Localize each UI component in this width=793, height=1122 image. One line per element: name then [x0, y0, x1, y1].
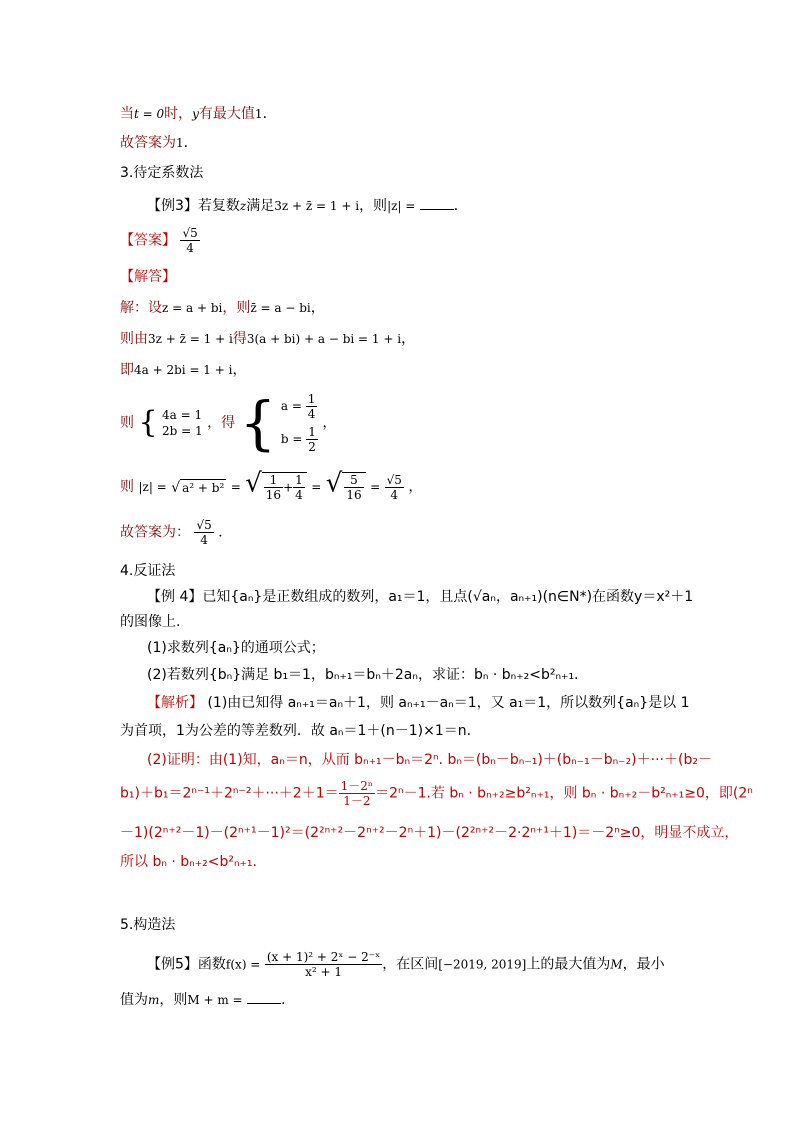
left-brace: {: [138, 405, 158, 440]
example-5: [120, 990, 295, 1010]
math: y: [192, 107, 199, 121]
text: 当: [120, 106, 134, 122]
math: 4a + 2bi = 1 + i: [134, 363, 233, 377]
math: M + m =: [187, 993, 243, 1007]
section-heading: 4.反证法: [120, 563, 176, 579]
math: m: [148, 993, 160, 1007]
solution-line: [120, 389, 337, 457]
sqrt: √ $\frac{1}{16}$ + $\frac{1}{4}$: [245, 472, 307, 502]
text: ．: [218, 524, 233, 541]
section-heading: 3.待定系数法: [120, 165, 204, 181]
analysis-tag: 【解析】: [147, 695, 203, 711]
text: 满足: [246, 198, 275, 214]
math: z: [239, 199, 247, 213]
text: 得: [232, 331, 247, 347]
math: =: [230, 480, 241, 494]
text: ，: [310, 300, 325, 316]
solution-line: [120, 360, 246, 380]
text: (1)由已知得 aₙ₊₁＝aₙ＋1，则 aₙ₊₁－aₙ＝1，又 a₁＝1，所以数列{aₙ}是以 1: [203, 695, 690, 711]
question-2: (2)若数列{bₙ}满足 b₁＝1，bₙ₊₁＝bₙ＋2aₙ，求证：bₙ · bₙ₊₂<b²ₙ₊₁.: [147, 667, 579, 683]
text: ，则: [159, 992, 188, 1008]
example-tag: 【例5】: [147, 956, 198, 973]
text: ＝2ⁿ－1.若 bₙ · bₙ₊₂≥b²ₙ₊₁，则 bₙ · bₙ₊₂－b²ₙ₊₁≥0，即(2ⁿ: [375, 785, 753, 802]
text: ．: [183, 135, 198, 151]
text: ，: [401, 331, 416, 347]
analysis-line: －1)(2ⁿ⁺²－1)－(2ⁿ⁺¹－1)²＝(2²ⁿ⁺²－2ⁿ⁺²－2ⁿ＋1)－(2²ⁿ⁺²－2·2ⁿ⁺¹＋1)＝－2ⁿ≥0，明显不成立，: [120, 825, 739, 841]
text: 函数: [197, 956, 226, 973]
analysis-line: [147, 693, 690, 713]
text: ，: [232, 362, 247, 378]
left-brace: {: [239, 389, 277, 457]
solution-line: [120, 468, 423, 502]
answer-tag: 【答案】: [120, 232, 176, 249]
text: 即: [120, 362, 134, 378]
math: 3(a + bi) + a − bi = 1 + i: [246, 332, 402, 346]
fraction: $\frac{√5}{4}$: [386, 472, 402, 502]
solution-line: [120, 298, 325, 318]
solution-line: [120, 329, 415, 349]
analysis-line: 所以 bₙ · bₙ₊₂<b²ₙ₊₁.: [120, 854, 257, 870]
math: 1: [176, 136, 184, 150]
text: ，最小: [622, 956, 665, 973]
example-3: [147, 196, 468, 216]
text-line: [120, 133, 198, 153]
example-4-line: 【例 4】已知{aₙ}是正数组成的数列，a₁＝1，且点(√aₙ，aₙ₊₁)(n∈N*)在函数y＝x²＋1: [147, 589, 694, 605]
text: 故答案为: [120, 135, 176, 151]
math: z̄ = a − bi: [250, 301, 311, 315]
analysis-line: (2)证明：由(1)知，aₙ＝n，从而 bₙ₊₁－bₙ＝2ⁿ. bₙ＝(bₙ－bₙ₋₁)＋(bₙ₋₁－bₙ₋₂)＋···＋(b₂－: [147, 752, 712, 768]
solution-tag: 【解答】: [120, 269, 176, 285]
text: 则: [120, 479, 134, 495]
example-5: [147, 950, 665, 979]
fraction: $\frac{\text{1－2ⁿ}}{1-2}$: [340, 779, 374, 808]
text: 时，: [164, 106, 193, 122]
text: ．: [281, 992, 296, 1008]
text: 有最大值: [198, 106, 255, 122]
math: z = a + bi: [162, 301, 223, 315]
math: M: [610, 957, 623, 972]
text: 值为: [120, 992, 148, 1008]
fraction: $\frac{√5}{4}$: [196, 518, 212, 547]
text: 则: [120, 415, 134, 431]
solution-line: [120, 518, 232, 547]
analysis-line: [120, 779, 753, 808]
math: f(x) =: [225, 957, 261, 972]
sqrt: √ a² + b²: [171, 479, 225, 496]
text-line: [120, 104, 277, 124]
answer-line: [120, 226, 200, 255]
fraction: $\frac{\text{(x + 1)² + 2ˣ − 2⁻ˣ}}{\text{x² + 1}}$: [266, 950, 381, 979]
example-tag: 【例3】: [147, 198, 198, 214]
text: b₁)＋b₁＝2ⁿ⁻¹＋2ⁿ⁻²＋···＋2＋1＝: [120, 785, 339, 802]
example-4-line: 的图像上.: [120, 614, 181, 630]
math: t = 0: [134, 107, 165, 121]
text: ．: [453, 198, 468, 214]
text: ，在区间: [382, 956, 439, 973]
fraction: $\frac{√5}{4}$: [182, 226, 198, 255]
text: ，: [322, 415, 337, 431]
answer-blank: [247, 990, 281, 1004]
math: =: [370, 480, 381, 494]
sqrt: √ $\frac{5}{16}$: [326, 472, 366, 502]
text: ，: [408, 479, 423, 495]
equation-system: 4a = 1 2b = 1: [162, 408, 203, 438]
math: 3z + z̄ = 1 + i: [274, 199, 360, 213]
text: 上的最大值为: [526, 956, 611, 973]
text: ．: [262, 106, 277, 122]
text: 故答案为：: [120, 524, 190, 541]
text: ，则: [222, 300, 251, 316]
answer-blank: [420, 196, 454, 210]
equation-system: a = $\frac{1}{4}$ b = $\frac{1}{2}$: [280, 392, 316, 454]
text: 则由: [120, 331, 148, 347]
math: 3z + z̄ = 1 + i: [148, 332, 233, 346]
question-1: (1)求数列{aₙ}的通项公式；: [147, 640, 325, 656]
analysis-line: 为首项，1为公差的等差数列．故 aₙ＝1＋(n－1)×1＝n.: [120, 723, 472, 739]
text: 若复数: [197, 198, 240, 214]
math: =: [311, 480, 322, 494]
text: ，得: [207, 415, 236, 431]
text: 解：设: [120, 300, 162, 316]
text: ，则: [359, 198, 388, 214]
math: |z| =: [138, 480, 167, 494]
math: |z| =: [387, 199, 416, 213]
section-heading: 5.构造法: [120, 917, 176, 933]
math: 1: [254, 107, 263, 121]
math: [−2019, 2019]: [438, 957, 527, 972]
